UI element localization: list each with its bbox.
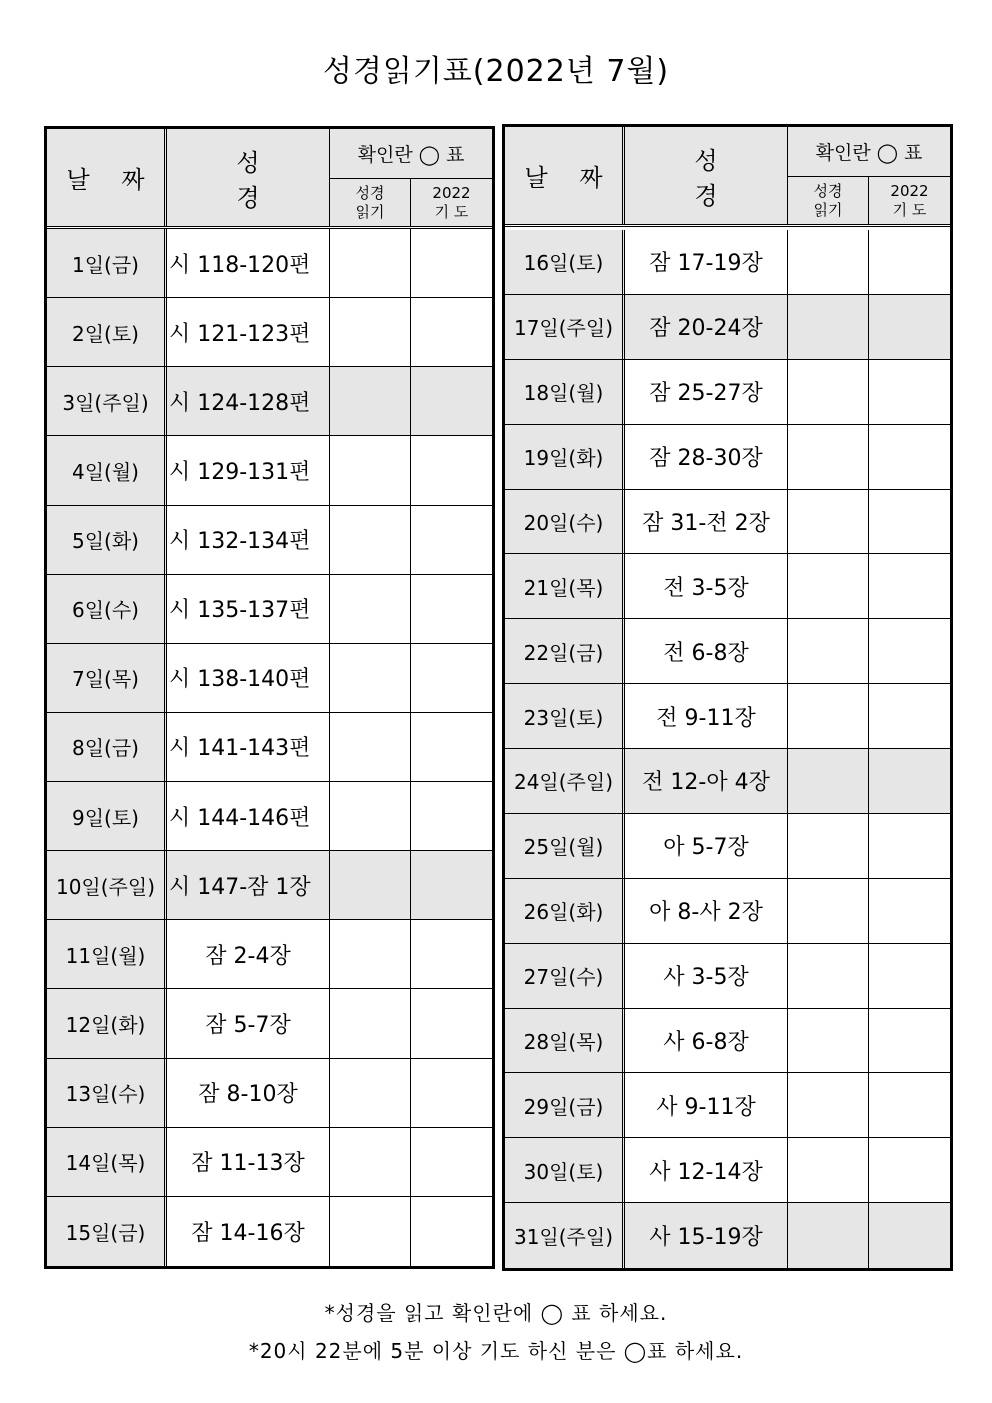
row-date: 22일(금)	[505, 619, 625, 683]
table-row	[505, 814, 950, 879]
footer-note-2: *20시 22분에 5분 이상 기도 하신 분은 ◯표 하세요.	[248, 1339, 744, 1363]
row-passage: 잠 31-전 2장	[625, 490, 788, 554]
row-date: 26일(화)	[505, 879, 625, 943]
read-check-box[interactable]	[330, 229, 411, 297]
row-date: 1일(금)	[47, 229, 167, 297]
pray-check-box[interactable]	[869, 1009, 950, 1073]
row-date: 13일(수)	[47, 1059, 167, 1127]
table-row	[505, 619, 950, 684]
pray-check-box[interactable]	[411, 851, 492, 919]
read-check-box[interactable]	[788, 944, 869, 1008]
pray-check-box[interactable]	[411, 1128, 492, 1196]
row-date: 14일(목)	[47, 1128, 167, 1196]
row-passage: 시 135-137편	[167, 575, 330, 643]
table-body	[505, 230, 950, 1268]
table-row	[505, 554, 950, 619]
table-row	[505, 490, 950, 555]
table-row	[505, 879, 950, 944]
table-row	[47, 920, 492, 989]
row-passage: 시 129-131편	[167, 436, 330, 504]
pray-check-box[interactable]	[411, 713, 492, 781]
row-passage: 아 5-7장	[625, 814, 788, 878]
read-check-box[interactable]	[330, 989, 411, 1057]
table-row	[47, 506, 492, 575]
pray-check-box[interactable]	[411, 436, 492, 504]
pray-check-box[interactable]	[869, 1203, 950, 1268]
row-passage: 시 147-잠 1장	[167, 851, 330, 919]
row-date: 18일(월)	[505, 360, 625, 424]
row-passage: 전 6-8장	[625, 619, 788, 683]
row-passage: 잠 8-10장	[167, 1059, 330, 1127]
pray-check-box[interactable]	[411, 989, 492, 1057]
read-check-box[interactable]	[330, 367, 411, 435]
row-passage: 잠 17-19장	[625, 230, 788, 294]
read-check-box[interactable]	[330, 575, 411, 643]
header-read: 성경 읽기	[330, 179, 411, 226]
read-check-box[interactable]	[788, 360, 869, 424]
row-date: 25일(월)	[505, 814, 625, 878]
read-check-box[interactable]	[330, 782, 411, 850]
pray-check-box[interactable]	[869, 230, 950, 294]
header-check: 확인란 ◯ 표	[330, 129, 492, 179]
pray-check-box[interactable]	[411, 920, 492, 988]
table-row	[505, 1073, 950, 1138]
footer-note-1: *성경을 읽고 확인란에 ◯ 표 하세요.	[324, 1301, 668, 1325]
pray-check-box[interactable]	[411, 229, 492, 297]
row-passage: 잠 5-7장	[167, 989, 330, 1057]
read-check-box[interactable]	[330, 851, 411, 919]
read-check-box[interactable]	[788, 554, 869, 618]
row-passage: 전 12-아 4장	[625, 749, 788, 813]
header-pray: 2022 기 도	[869, 177, 950, 224]
row-passage: 전 3-5장	[625, 554, 788, 618]
table-row	[47, 851, 492, 920]
row-passage: 시 124-128편	[167, 367, 330, 435]
row-date: 8일(금)	[47, 713, 167, 781]
table-row	[505, 425, 950, 490]
pray-check-box[interactable]	[869, 554, 950, 618]
row-passage: 사 6-8장	[625, 1009, 788, 1073]
row-date: 5일(화)	[47, 506, 167, 574]
row-passage: 전 9-11장	[625, 684, 788, 748]
pray-check-box[interactable]	[869, 1138, 950, 1202]
table-row	[505, 1138, 950, 1203]
pray-check-box[interactable]	[869, 295, 950, 359]
row-passage: 잠 11-13장	[167, 1128, 330, 1196]
table-row	[47, 989, 492, 1058]
pray-check-box[interactable]	[869, 944, 950, 1008]
read-check-box[interactable]	[330, 1059, 411, 1127]
row-date: 2일(토)	[47, 298, 167, 366]
row-date: 30일(토)	[505, 1138, 625, 1202]
read-check-box[interactable]	[788, 684, 869, 748]
read-check-box[interactable]	[788, 879, 869, 943]
row-date: 17일(주일)	[505, 295, 625, 359]
read-check-box[interactable]	[788, 490, 869, 554]
table-row	[505, 684, 950, 749]
header-read: 성경 읽기	[788, 177, 869, 224]
row-date: 27일(수)	[505, 944, 625, 1008]
table-row	[47, 575, 492, 644]
pray-check-box[interactable]	[869, 360, 950, 424]
pray-check-box[interactable]	[869, 879, 950, 943]
pray-check-box[interactable]	[869, 1073, 950, 1137]
pray-check-box[interactable]	[411, 506, 492, 574]
table-row	[47, 1197, 492, 1266]
row-date: 12일(화)	[47, 989, 167, 1057]
table-row	[505, 1203, 950, 1268]
row-date: 9일(토)	[47, 782, 167, 850]
table-header	[47, 129, 492, 229]
header-date: 날 짜	[505, 127, 625, 224]
read-check-box[interactable]	[330, 506, 411, 574]
table-row	[47, 782, 492, 851]
read-check-box[interactable]	[788, 1138, 869, 1202]
row-date: 19일(화)	[505, 425, 625, 489]
row-passage: 사 15-19장	[625, 1203, 788, 1268]
row-date: 29일(금)	[505, 1073, 625, 1137]
reading-table-right	[502, 124, 953, 1271]
table-row	[505, 1009, 950, 1074]
read-check-box[interactable]	[788, 425, 869, 489]
row-date: 24일(주일)	[505, 749, 625, 813]
pray-check-box[interactable]	[869, 619, 950, 683]
row-passage: 잠 28-30장	[625, 425, 788, 489]
row-date: 28일(목)	[505, 1009, 625, 1073]
table-row	[47, 644, 492, 713]
header-bible: 성 경	[167, 129, 330, 226]
table-row	[505, 360, 950, 425]
row-passage: 잠 20-24장	[625, 295, 788, 359]
read-check-box[interactable]	[330, 436, 411, 504]
row-date: 10일(주일)	[47, 851, 167, 919]
table-row	[47, 229, 492, 298]
table-body	[47, 229, 492, 1266]
row-passage: 아 8-사 2장	[625, 879, 788, 943]
table-row	[505, 230, 950, 295]
read-check-box[interactable]	[330, 298, 411, 366]
row-date: 7일(목)	[47, 644, 167, 712]
row-passage: 잠 14-16장	[167, 1197, 330, 1266]
pray-check-box[interactable]	[411, 782, 492, 850]
row-passage: 시 138-140편	[167, 644, 330, 712]
header-check: 확인란 ◯ 표	[788, 127, 950, 177]
header-date: 날 짜	[47, 129, 167, 226]
pray-check-box[interactable]	[869, 684, 950, 748]
table-row	[505, 749, 950, 814]
row-passage: 사 3-5장	[625, 944, 788, 1008]
row-passage: 사 9-11장	[625, 1073, 788, 1137]
row-date: 20일(수)	[505, 490, 625, 554]
row-passage: 시 121-123편	[167, 298, 330, 366]
pray-check-box[interactable]	[411, 367, 492, 435]
read-check-box[interactable]	[788, 1009, 869, 1073]
table-row	[47, 713, 492, 782]
read-check-box[interactable]	[330, 713, 411, 781]
row-date: 16일(토)	[505, 230, 625, 294]
row-passage: 잠 2-4장	[167, 920, 330, 988]
read-check-box[interactable]	[330, 1197, 411, 1266]
pray-check-box[interactable]	[411, 298, 492, 366]
row-date: 3일(주일)	[47, 367, 167, 435]
read-check-box[interactable]	[788, 814, 869, 878]
row-passage: 시 132-134편	[167, 506, 330, 574]
reading-table-left	[44, 126, 495, 1269]
table-row	[47, 1059, 492, 1128]
row-date: 15일(금)	[47, 1197, 167, 1266]
read-check-box[interactable]	[788, 749, 869, 813]
table-row	[47, 298, 492, 367]
row-passage: 잠 25-27장	[625, 360, 788, 424]
pray-check-box[interactable]	[411, 1059, 492, 1127]
read-check-box[interactable]	[788, 295, 869, 359]
table-row	[505, 944, 950, 1009]
read-check-box[interactable]	[330, 644, 411, 712]
read-check-box[interactable]	[788, 1203, 869, 1268]
pray-check-box[interactable]	[411, 575, 492, 643]
read-check-box[interactable]	[330, 1128, 411, 1196]
table-row	[47, 436, 492, 505]
row-passage: 시 144-146편	[167, 782, 330, 850]
header-bible: 성 경	[625, 127, 788, 224]
table-row	[47, 367, 492, 436]
table-row	[505, 295, 950, 360]
read-check-box[interactable]	[788, 1073, 869, 1137]
table-row	[47, 1128, 492, 1197]
read-check-box[interactable]	[788, 619, 869, 683]
pray-check-box[interactable]	[411, 644, 492, 712]
row-date: 11일(월)	[47, 920, 167, 988]
header-pray: 2022 기 도	[411, 179, 492, 226]
pray-check-box[interactable]	[869, 814, 950, 878]
page-title: 성경읽기표(2022년 7월)	[322, 54, 670, 89]
row-date: 21일(목)	[505, 554, 625, 618]
pray-check-box[interactable]	[869, 490, 950, 554]
row-passage: 사 12-14장	[625, 1138, 788, 1202]
pray-check-box[interactable]	[411, 1197, 492, 1266]
table-header	[505, 127, 950, 227]
row-date: 31일(주일)	[505, 1203, 625, 1268]
row-date: 23일(토)	[505, 684, 625, 748]
read-check-box[interactable]	[788, 230, 869, 294]
row-date: 6일(수)	[47, 575, 167, 643]
row-passage: 시 141-143편	[167, 713, 330, 781]
row-passage: 시 118-120편	[167, 229, 330, 297]
pray-check-box[interactable]	[869, 425, 950, 489]
read-check-box[interactable]	[330, 920, 411, 988]
row-date: 4일(월)	[47, 436, 167, 504]
pray-check-box[interactable]	[869, 749, 950, 813]
